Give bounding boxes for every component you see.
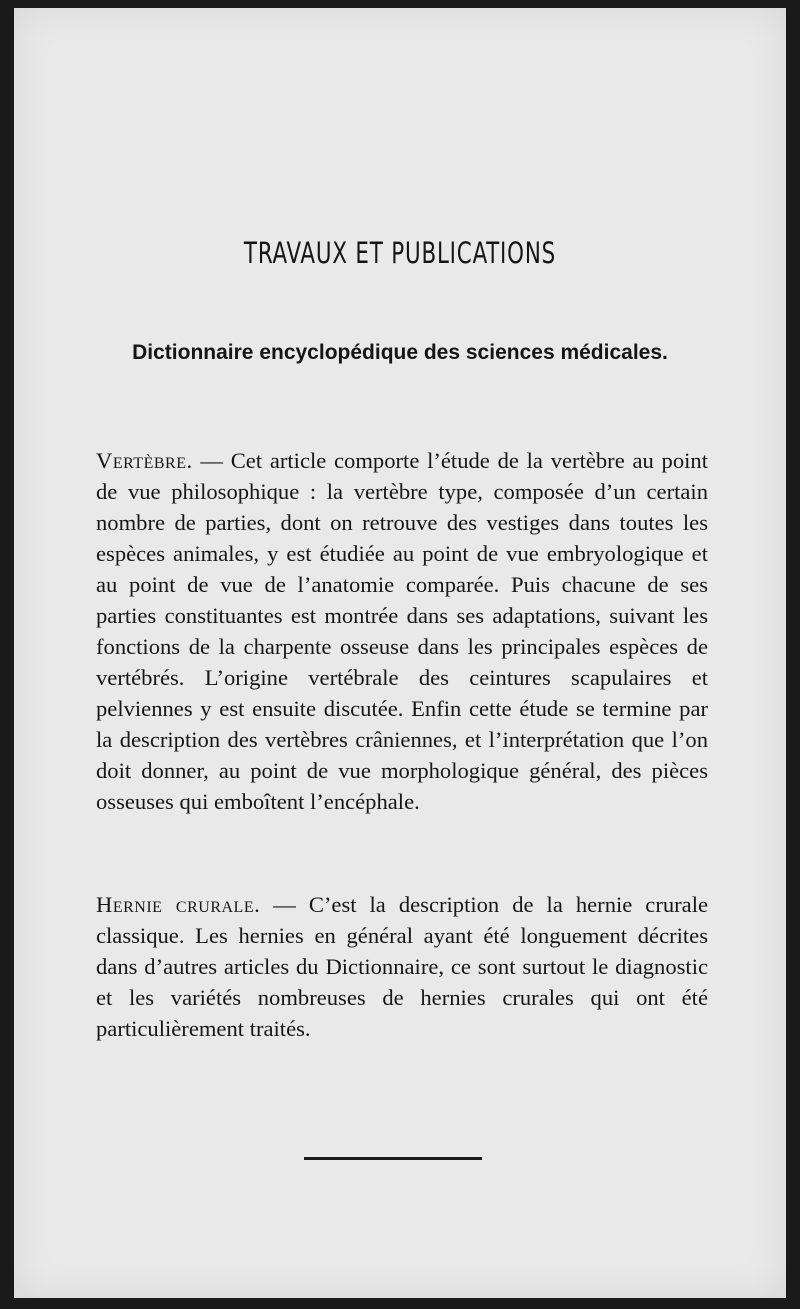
document-page [14, 8, 786, 1298]
article-hernie-heading: Hernie crurale. [96, 892, 261, 917]
article-hernie-crurale [96, 889, 708, 1044]
article-vertebre [96, 445, 708, 817]
closing-rule [304, 1157, 482, 1160]
page-title: TRAVAUX ET PUBLICATIONS [243, 236, 557, 270]
article-vertebre-heading: Vertèbre. [96, 448, 193, 473]
article-hernie-body: — C’est la description de la hernie crurale classique. Les hernies en général ayant été longuement décrites dans d’autres articles du Dictionnaire, ce sont surtout le diagnostic et les variétés nombreuses de hernies crurales qui ont été particulièrement traités. [96, 892, 709, 1041]
section-subtitle: Dictionnaire encyclopédique des sciences médicales. [132, 341, 668, 364]
article-vertebre-body: — Cet article comporte l’étude de la vertèbre au point de vue philosophique : la vertèbre type, composée d’un certain nombre de parties, dont on retrouve des vestiges dans toutes les espèces animales, y est étudiée au point de vue embryologique et au point de vue de l’anatomie comparée. Puis chacune de ses parties constituantes est montrée dans ses adaptations, suivant les fonctions de la charpente osseuse dans les principales espèces de vertébrés. L’origine vertébrale des ceintures scapulaires et pelviennes y est ensuite discutée. Enfin cette étude se termine par la description des vertèbres crâniennes, et l’interprétation que l’on doit donner, au point de vue morphologique général, des pièces osseuses qui emboîtent l’encéphale. [96, 448, 708, 814]
